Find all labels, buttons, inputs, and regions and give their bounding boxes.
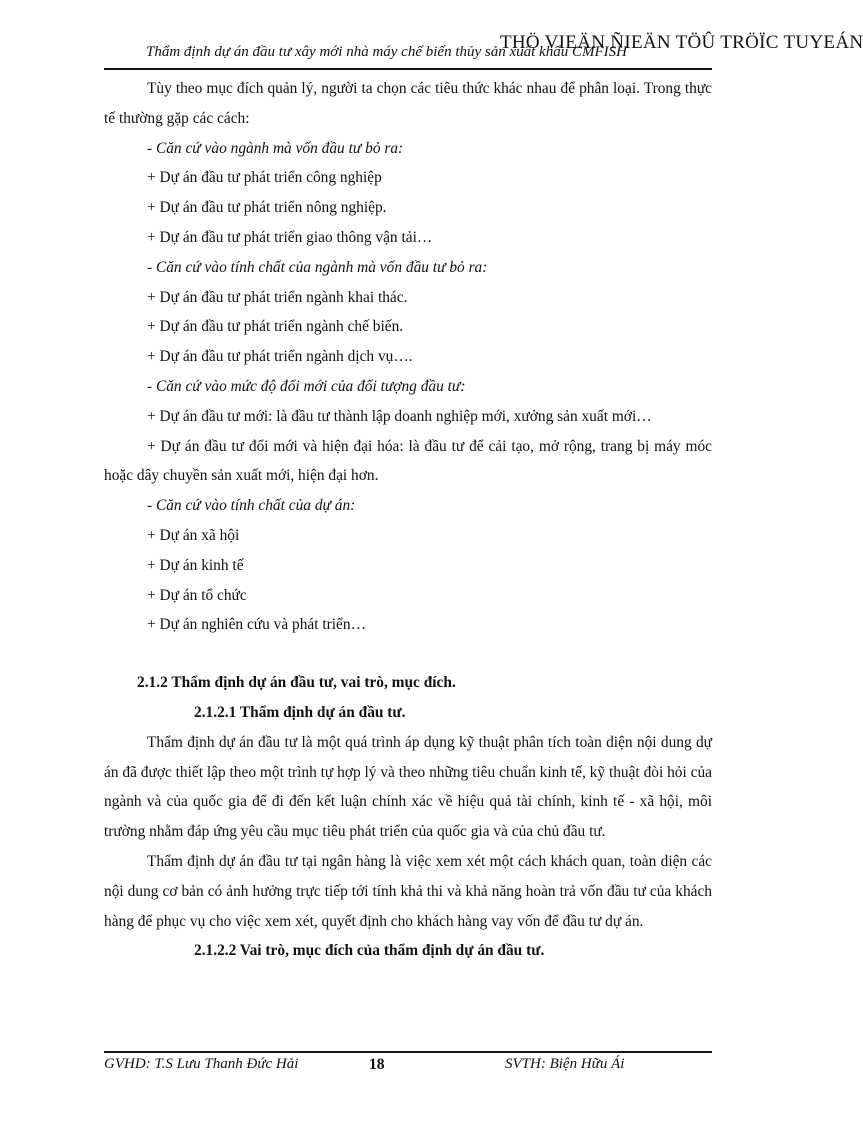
intro-paragraph: Tùy theo mục đích quản lý, người ta chọn các tiêu thức khác nhau để phân loại. Trong thực tế thường gặp các cách: xyxy=(104,80,712,127)
list-item: + Dự án đầu tư phát triển ngành chế biến. xyxy=(147,318,404,336)
list-item: + Dự án đầu tư mới: là đầu tư thành lập doanh nghiệp mới, xưởng sản xuất mới… xyxy=(147,407,652,425)
classification-heading-4: - Căn cứ vào tính chất của dự án: xyxy=(147,497,356,515)
list-item: + Dự án tổ chức xyxy=(147,586,247,604)
body-paragraph-2: Thẩm định dự án đầu tư tại ngân hàng là việc xem xét một cách khách quan, toàn diện các nội dung cơ bản có ảnh hưởng trực tiếp tới tính khả thi và khả năng hoàn trả vốn đầu tư của khách hàng để phục vụ cho việc xem xét, quyết định cho khách hàng vay vốn để đầu tư dự án. xyxy=(104,852,712,930)
list-item: + Dự án đầu tư phát triển ngành dịch vụ…. xyxy=(147,348,413,366)
subsection-heading-1: 2.1.2.1 Thẩm định dự án đầu tư. xyxy=(194,703,406,721)
classification-heading-1: - Căn cứ vào ngành mà vốn đầu tư bỏ ra: xyxy=(147,139,404,157)
footer-divider xyxy=(104,1051,712,1053)
section-spacer xyxy=(104,640,712,668)
classification-heading-3: - Căn cứ vào mức độ đổi mới của đối tượng đầu tư: xyxy=(147,377,466,395)
header-divider xyxy=(104,68,712,70)
page-number: 18 xyxy=(369,1056,385,1073)
body-paragraph-1: Thẩm định dự án đầu tư là một quá trình áp dụng kỹ thuật phân tích toàn diện nội dung dự án đã được thiết lập theo một trình tự hợp lý và theo những tiêu chuẩn kinh tế, kỹ thuật đòi hỏi của ngành và của quốc gia để đi đến kết luận chính xác về hiệu quả tài chính, kinh tế - xã hội, môi trường nhằm đáp ứng yêu cầu mục tiêu phát triển của quốc gia và của chủ đầu tư. xyxy=(104,733,712,841)
classification-heading-2: - Căn cứ vào tính chất của ngành mà vốn đầu tư bỏ ra: xyxy=(147,258,488,276)
list-item: + Dự án xã hội xyxy=(147,526,240,544)
library-watermark: THÖ VIEÄN ÑIEÄN TÖÛ TRÖÏC TUYEÁN xyxy=(500,32,863,53)
list-item: + Dự án đầu tư phát triển công nghiệp xyxy=(147,169,382,187)
list-item: + Dự án đầu tư đổi mới và hiện đại hóa: là đầu tư để cải tạo, mở rộng, trang bị máy móc hoặc dây chuyền sản xuất mới, hiện đại hơn. xyxy=(104,437,712,485)
list-item: + Dự án đầu tư phát triển nông nghiệp. xyxy=(147,199,387,217)
footer-advisor: GVHD: T.S Lưu Thanh Đức Hải xyxy=(104,1056,299,1072)
running-header-title: Thẩm định dự án đầu tư xây mới nhà máy chế biến thủy sản xuất khẩu CMFISH xyxy=(146,44,627,60)
list-item: + Dự án kinh tế xyxy=(147,556,244,574)
list-item: + Dự án nghiên cứu và phát triển… xyxy=(147,616,366,634)
list-item: + Dự án đầu tư phát triển ngành khai thác. xyxy=(147,288,408,306)
section-heading: 2.1.2 Thẩm định dự án đầu tư, vai trò, mục đích. xyxy=(137,674,456,692)
footer-student: SVTH: Biện Hữu Ái xyxy=(505,1056,625,1072)
list-item: + Dự án đầu tư phát triển giao thông vận tải… xyxy=(147,228,433,246)
page-body xyxy=(104,74,712,966)
subsection-heading-2: 2.1.2.2 Vai trò, mục đích của thẩm định dự án đầu tư. xyxy=(194,942,545,960)
